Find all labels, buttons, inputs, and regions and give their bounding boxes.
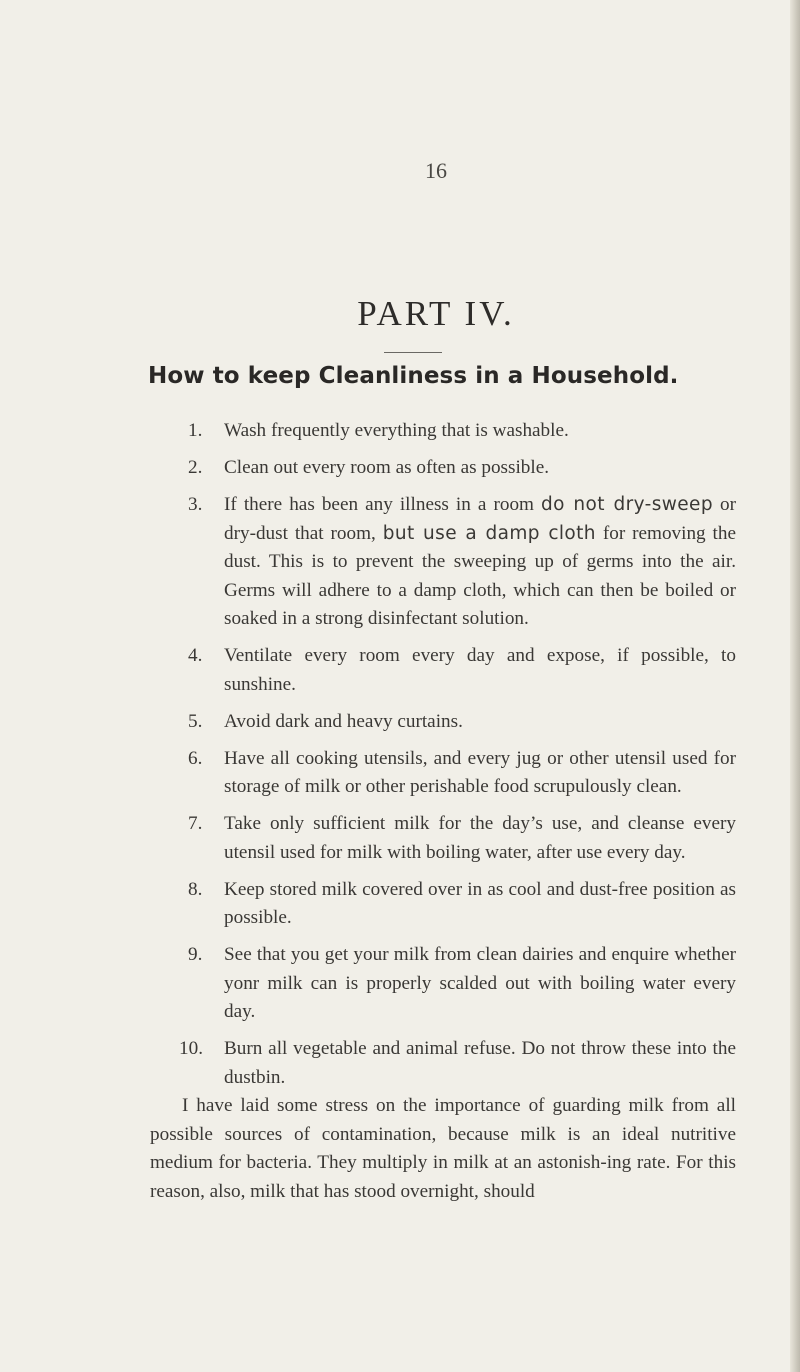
item-text: Burn all vegetable and animal refuse. Do not throw these into the dustbin.: [224, 1038, 736, 1088]
emphasis-text: but use a damp cloth: [382, 522, 596, 544]
part-title: PART IV.: [357, 294, 515, 333]
item-number: 1.: [188, 420, 203, 441]
list-item: [188, 417, 736, 446]
item-text: Keep stored milk covered over in as cool and dust-free position as possible.: [224, 878, 736, 928]
item-number: 7.: [188, 813, 203, 834]
list-item: [179, 1035, 736, 1092]
title-divider: [384, 352, 442, 353]
item-text-part: or dry-dust that room,: [224, 494, 737, 544]
item-text: [224, 494, 736, 629]
item-number: 4.: [188, 645, 203, 666]
item-number: 8.: [188, 878, 203, 900]
list-item: [188, 810, 736, 867]
item-text: See that you get your milk from clean dairies and enquire whether yonr milk can is properly scalded out with boiling water every day.: [224, 944, 736, 1022]
item-number: 10.: [179, 1038, 203, 1059]
item-text-part: for removing the dust. This is to prevent the sweeping up of germs into the air. Germs will adhere to a damp cloth, which can then be boiled or soaked in a strong disinfectant solution.: [224, 522, 736, 629]
cleanliness-list: [179, 417, 737, 1101]
list-item: [188, 708, 736, 737]
item-text: Have all cooking utensils, and every jug or other utensil used for storage of milk or other perishable food scrupulously clean.: [224, 747, 736, 797]
item-number: 6.: [188, 747, 203, 769]
item-text: Wash frequently everything that is washable.: [224, 420, 569, 441]
emphasis-text: do not dry-sweep: [541, 494, 713, 515]
list-item: [188, 876, 736, 933]
item-number: 3.: [188, 494, 203, 515]
item-text: Avoid dark and heavy curtains.: [224, 710, 463, 732]
list-item: [188, 454, 736, 483]
list-item: [188, 642, 736, 699]
section-heading: How to keep Cleanliness in a Household.: [148, 363, 679, 389]
item-number: 9.: [188, 944, 203, 965]
item-text: Take only sufficient milk for the day’s use, and cleanse every utensil used for milk with boiling water, after use every day.: [224, 813, 736, 863]
item-number: 5.: [188, 710, 203, 732]
item-text: Clean out every room as often as possible.: [224, 457, 550, 478]
item-text: Ventilate every room every day and expose, if possible, to sunshine.: [224, 645, 736, 695]
list-item: [188, 745, 736, 802]
page-edge: [790, 0, 800, 1372]
page-number: 16: [425, 158, 447, 183]
item-text-part: If there has been any illness in a room: [224, 494, 542, 515]
item-number: 2.: [188, 457, 203, 478]
list-item: [188, 491, 736, 634]
list-item: [188, 941, 736, 1027]
closing-paragraph: I have laid some stress on the importance of guarding milk from all possible sources of contamination, because milk is an ideal nutritive medium for bacteria. They multiply in milk at an astonish-ing rate. For this reason, also, milk that has stood overnight, should: [150, 1095, 736, 1202]
